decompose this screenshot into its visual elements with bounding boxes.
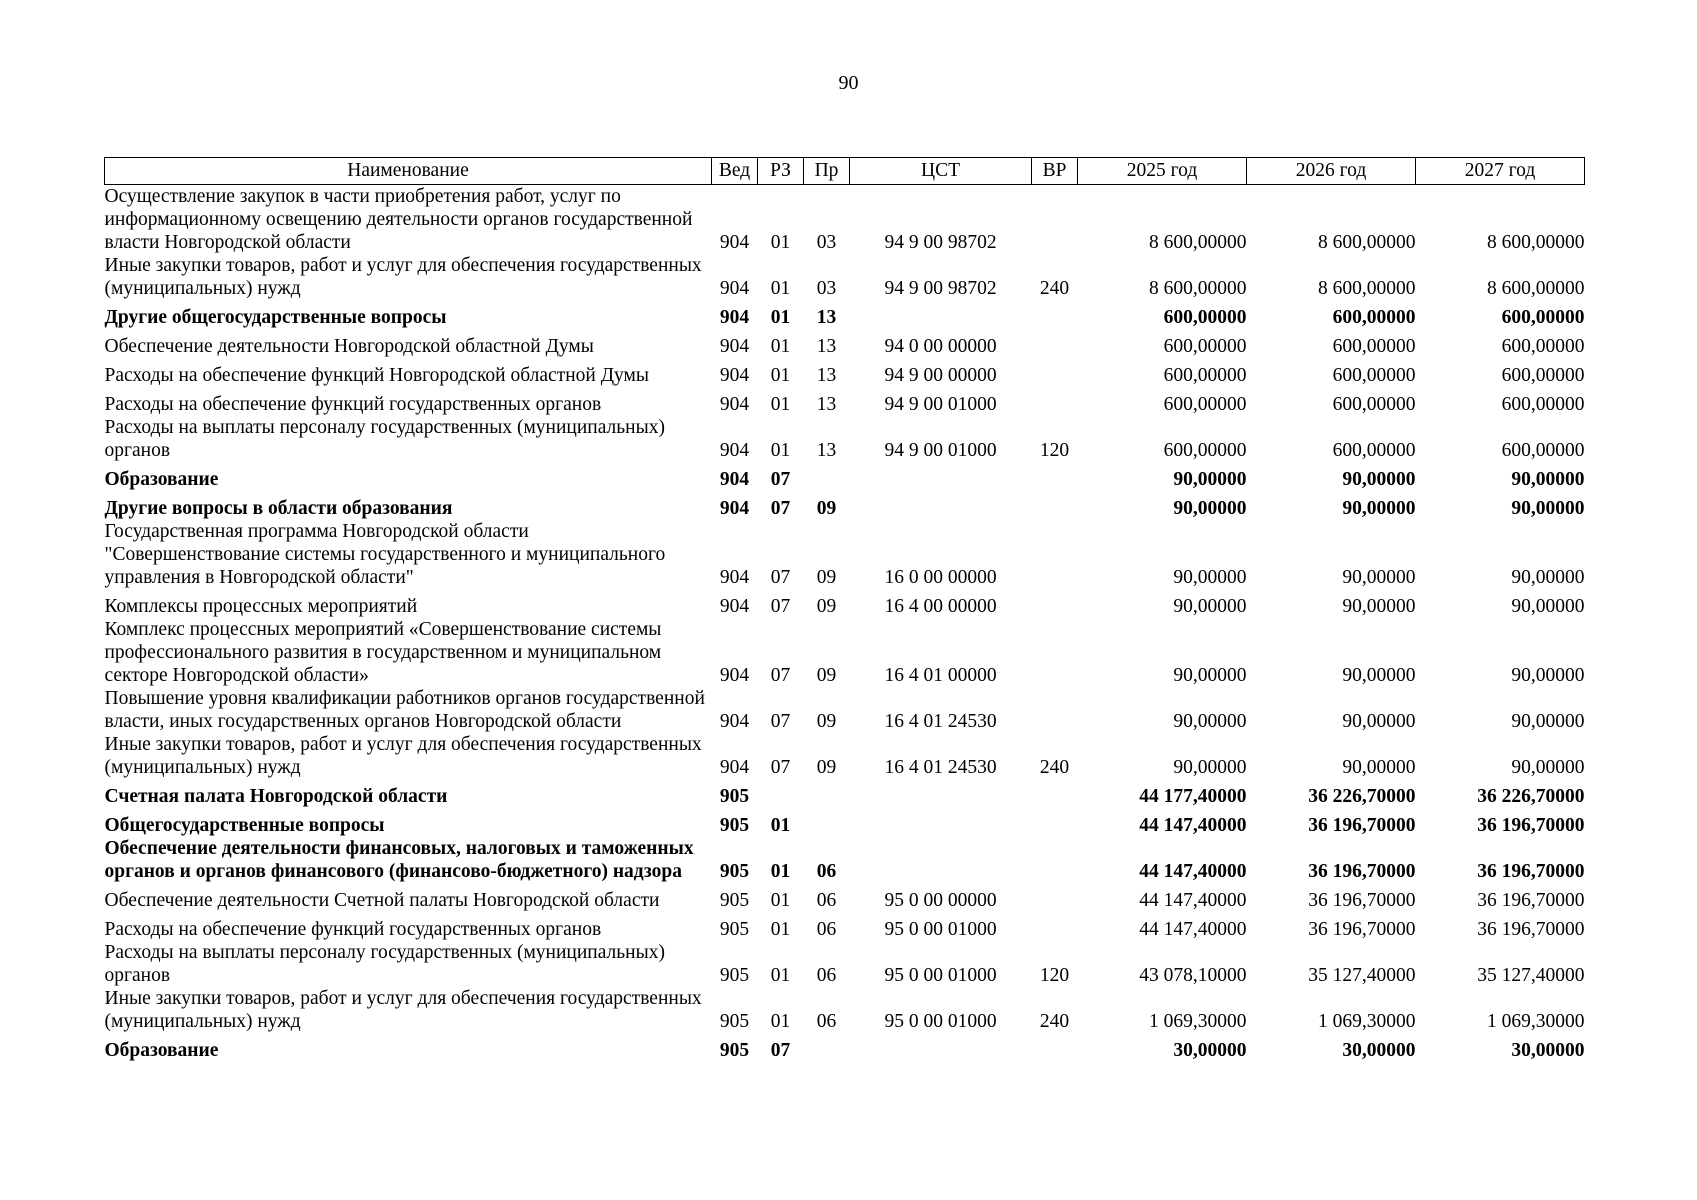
row-amount-2027: 600,00000 <box>1501 307 1585 328</box>
header-2026: 2026 год <box>1247 158 1416 185</box>
row-cst: 16 4 00 00000 <box>884 596 997 617</box>
row-rz: 01 <box>770 1011 791 1032</box>
row-amount-2027: 36 196,70000 <box>1477 919 1585 940</box>
row-amount-2025: 30,00000 <box>1173 1040 1247 1061</box>
row-rz: 07 <box>770 711 791 732</box>
row-ved: 905 <box>719 965 750 986</box>
row-amount-2027: 36 196,70000 <box>1477 890 1585 911</box>
row-amount-2025: 44 147,40000 <box>1139 890 1247 911</box>
row-name: Комплекс процессных мероприятий «Совершенствование системы профессионального развития в государственном и муниципальном секторе Новгородской области» <box>104 619 662 686</box>
row-name: Осуществление закупок в части приобретения работ, услуг по информационному освещению деятельности органов государственной власти Новгородской области <box>104 186 693 253</box>
row-ved: 904 <box>719 440 750 461</box>
row-name: Образование <box>104 1040 219 1061</box>
row-vr <box>1032 589 1078 618</box>
row-amount-2025: 44 147,40000 <box>1139 861 1247 882</box>
table-row <box>105 733 1585 779</box>
row-cst: 95 0 00 01000 <box>884 965 997 986</box>
row-amount-2025: 44 147,40000 <box>1139 815 1247 836</box>
row-amount-2026: 90,00000 <box>1342 469 1416 490</box>
row-rz: 01 <box>770 890 791 911</box>
row-rz <box>758 779 804 808</box>
row-name: Иные закупки товаров, работ и услуг для обеспечения государственных (муниципальных) нужд <box>104 255 702 299</box>
row-amount-2026: 36 226,70000 <box>1308 786 1416 807</box>
row-name: Расходы на выплаты персоналу государственных (муниципальных) органов <box>104 942 665 986</box>
row-name: Иные закупки товаров, работ и услуг для обеспечения государственных (муниципальных) нужд <box>104 734 702 778</box>
row-name: Иные закупки товаров, работ и услуг для обеспечения государственных (муниципальных) нужд <box>104 988 702 1032</box>
row-rz: 07 <box>770 469 791 490</box>
table-row <box>105 520 1585 589</box>
row-rz: 07 <box>770 498 791 519</box>
row-pr: 13 <box>816 336 837 357</box>
row-cst <box>850 462 1032 491</box>
table-row <box>105 329 1585 358</box>
row-vr <box>1032 1033 1078 1062</box>
header-name: Наименование <box>105 158 712 185</box>
row-amount-2025: 600,00000 <box>1163 307 1247 328</box>
budget-table <box>104 157 1585 1062</box>
row-pr: 13 <box>816 440 837 461</box>
row-ved: 904 <box>719 307 750 328</box>
row-pr <box>804 779 850 808</box>
row-vr: 120 <box>1039 440 1070 461</box>
row-amount-2025: 600,00000 <box>1163 365 1247 386</box>
row-name: Счетная палата Новгородской области <box>104 786 448 807</box>
row-amount-2026: 90,00000 <box>1342 711 1416 732</box>
header-cst: ЦСТ <box>850 158 1032 185</box>
row-amount-2027: 90,00000 <box>1511 711 1585 732</box>
row-amount-2027: 36 196,70000 <box>1477 815 1585 836</box>
row-ved: 905 <box>719 1040 750 1061</box>
row-amount-2026: 90,00000 <box>1342 665 1416 686</box>
row-cst <box>850 837 1032 883</box>
row-vr <box>1032 618 1078 687</box>
row-amount-2026: 600,00000 <box>1332 365 1416 386</box>
row-pr: 06 <box>816 919 837 940</box>
row-amount-2026: 35 127,40000 <box>1308 965 1416 986</box>
row-pr: 09 <box>816 567 837 588</box>
table-row <box>105 941 1585 987</box>
row-ved: 904 <box>719 757 750 778</box>
row-amount-2025: 90,00000 <box>1173 711 1247 732</box>
row-amount-2027: 90,00000 <box>1511 469 1585 490</box>
row-cst: 94 0 00 00000 <box>884 336 997 357</box>
row-amount-2027: 36 226,70000 <box>1477 786 1585 807</box>
row-amount-2026: 90,00000 <box>1342 757 1416 778</box>
row-cst: 95 0 00 00000 <box>884 890 997 911</box>
row-ved: 904 <box>719 469 750 490</box>
row-rz: 07 <box>770 665 791 686</box>
table-header-row <box>105 158 1585 185</box>
table-body <box>105 185 1585 1063</box>
row-pr: 09 <box>816 757 837 778</box>
header-vr: ВР <box>1032 158 1078 185</box>
row-pr: 06 <box>816 861 837 882</box>
row-amount-2026: 8 600,00000 <box>1318 232 1416 253</box>
row-vr <box>1032 358 1078 387</box>
row-cst <box>850 779 1032 808</box>
row-name: Комплексы процессных мероприятий <box>104 596 418 617</box>
row-pr: 09 <box>816 498 837 519</box>
row-amount-2026: 8 600,00000 <box>1318 278 1416 299</box>
row-amount-2026: 90,00000 <box>1342 596 1416 617</box>
row-cst: 16 0 00 00000 <box>884 567 997 588</box>
header-rz: РЗ <box>758 158 804 185</box>
row-vr <box>1032 808 1078 837</box>
table-row <box>105 808 1585 837</box>
row-amount-2025: 43 078,10000 <box>1139 965 1247 986</box>
row-pr <box>804 462 850 491</box>
row-cst <box>850 300 1032 329</box>
row-cst <box>850 491 1032 520</box>
table-row <box>105 1033 1585 1062</box>
row-vr <box>1032 491 1078 520</box>
row-amount-2027: 1 069,30000 <box>1487 1011 1585 1032</box>
row-vr <box>1032 462 1078 491</box>
row-ved: 904 <box>719 365 750 386</box>
row-amount-2025: 90,00000 <box>1173 469 1247 490</box>
row-pr: 06 <box>816 1011 837 1032</box>
row-amount-2026: 36 196,70000 <box>1308 890 1416 911</box>
row-ved: 904 <box>719 596 750 617</box>
row-pr <box>804 1033 850 1062</box>
row-amount-2025: 90,00000 <box>1173 757 1247 778</box>
row-amount-2027: 8 600,00000 <box>1487 278 1585 299</box>
row-amount-2026: 1 069,30000 <box>1318 1011 1416 1032</box>
row-vr <box>1032 883 1078 912</box>
row-ved: 905 <box>719 861 750 882</box>
row-name: Образование <box>104 469 219 490</box>
row-pr: 09 <box>816 596 837 617</box>
row-name: Обеспечение деятельности Новгородской областной Думы <box>104 336 594 357</box>
row-amount-2027: 90,00000 <box>1511 498 1585 519</box>
row-ved: 905 <box>719 919 750 940</box>
table-row <box>105 491 1585 520</box>
table-row <box>105 837 1585 883</box>
row-amount-2027: 600,00000 <box>1501 394 1585 415</box>
row-amount-2025: 1 069,30000 <box>1149 1011 1247 1032</box>
row-vr <box>1032 912 1078 941</box>
row-amount-2027: 90,00000 <box>1511 567 1585 588</box>
row-amount-2026: 36 196,70000 <box>1308 919 1416 940</box>
row-name: Общегосударственные вопросы <box>104 815 385 836</box>
row-name: Повышение уровня квалификации работников органов государственной власти, иных государственных органов Новгородской области <box>104 688 705 732</box>
row-rz: 07 <box>770 1040 791 1061</box>
row-name: Расходы на обеспечение функций государственных органов <box>104 394 602 415</box>
row-name: Обеспечение деятельности Счетной палаты Новгородской области <box>104 890 660 911</box>
row-ved: 904 <box>719 498 750 519</box>
row-amount-2027: 90,00000 <box>1511 757 1585 778</box>
row-rz: 01 <box>770 394 791 415</box>
row-pr: 06 <box>816 965 837 986</box>
row-cst: 16 4 01 24530 <box>884 757 997 778</box>
row-rz: 01 <box>770 307 791 328</box>
table-row <box>105 912 1585 941</box>
row-amount-2026: 30,00000 <box>1342 1040 1416 1061</box>
header-ved: Вед <box>712 158 758 185</box>
row-ved: 904 <box>719 665 750 686</box>
row-name: Государственная программа Новгородской области "Совершенствование системы государственного и муниципального управления в Новгородской области" <box>104 521 666 588</box>
row-ved: 905 <box>719 786 750 807</box>
row-vr: 240 <box>1039 278 1070 299</box>
page-number: 90 <box>838 72 859 94</box>
row-rz: 01 <box>770 278 791 299</box>
row-vr <box>1032 387 1078 416</box>
header-pr: Пр <box>804 158 850 185</box>
row-rz: 07 <box>770 567 791 588</box>
header-2025: 2025 год <box>1078 158 1247 185</box>
row-rz: 01 <box>770 919 791 940</box>
row-amount-2026: 600,00000 <box>1332 440 1416 461</box>
row-amount-2025: 90,00000 <box>1173 665 1247 686</box>
row-vr <box>1032 520 1078 589</box>
row-amount-2027: 90,00000 <box>1511 596 1585 617</box>
row-amount-2026: 36 196,70000 <box>1308 861 1416 882</box>
row-amount-2027: 600,00000 <box>1501 440 1585 461</box>
row-amount-2027: 90,00000 <box>1511 665 1585 686</box>
row-ved: 904 <box>719 336 750 357</box>
header-2027: 2027 год <box>1416 158 1585 185</box>
row-pr: 09 <box>816 665 837 686</box>
table-row <box>105 687 1585 733</box>
table-row <box>105 185 1585 255</box>
row-amount-2026: 90,00000 <box>1342 498 1416 519</box>
row-vr <box>1032 329 1078 358</box>
row-pr: 06 <box>816 890 837 911</box>
row-amount-2025: 8 600,00000 <box>1149 232 1247 253</box>
row-name: Другие вопросы в области образования <box>104 498 453 519</box>
row-amount-2025: 600,00000 <box>1163 394 1247 415</box>
row-pr: 13 <box>816 307 837 328</box>
row-amount-2026: 90,00000 <box>1342 567 1416 588</box>
row-cst: 94 9 00 01000 <box>884 440 997 461</box>
row-amount-2025: 600,00000 <box>1163 440 1247 461</box>
table-row <box>105 416 1585 462</box>
row-rz: 01 <box>770 440 791 461</box>
row-amount-2025: 8 600,00000 <box>1149 278 1247 299</box>
row-cst: 95 0 00 01000 <box>884 1011 997 1032</box>
table-row <box>105 300 1585 329</box>
table-row <box>105 254 1585 300</box>
row-rz: 01 <box>770 861 791 882</box>
row-name: Другие общегосударственные вопросы <box>104 307 447 328</box>
row-ved: 905 <box>719 1011 750 1032</box>
row-pr: 03 <box>816 278 837 299</box>
table-row <box>105 779 1585 808</box>
row-vr <box>1032 185 1078 255</box>
row-rz: 07 <box>770 596 791 617</box>
row-cst: 94 9 00 98702 <box>884 278 997 299</box>
row-name: Обеспечение деятельности финансовых, налоговых и таможенных органов и органов финансового (финансово-бюджетного) надзора <box>104 838 694 882</box>
row-vr: 240 <box>1039 757 1070 778</box>
row-amount-2025: 90,00000 <box>1173 498 1247 519</box>
row-cst: 94 9 00 98702 <box>884 232 997 253</box>
row-vr <box>1032 779 1078 808</box>
row-amount-2027: 35 127,40000 <box>1477 965 1585 986</box>
row-name: Расходы на обеспечение функций государственных органов <box>104 919 602 940</box>
row-rz: 01 <box>770 815 791 836</box>
row-rz: 07 <box>770 757 791 778</box>
row-cst <box>850 1033 1032 1062</box>
row-vr <box>1032 300 1078 329</box>
row-amount-2025: 90,00000 <box>1173 596 1247 617</box>
row-amount-2026: 600,00000 <box>1332 336 1416 357</box>
row-amount-2027: 600,00000 <box>1501 365 1585 386</box>
table-row <box>105 358 1585 387</box>
row-ved: 904 <box>719 567 750 588</box>
row-amount-2027: 8 600,00000 <box>1487 232 1585 253</box>
row-rz: 01 <box>770 365 791 386</box>
row-amount-2026: 600,00000 <box>1332 394 1416 415</box>
row-ved: 904 <box>719 278 750 299</box>
row-ved: 904 <box>719 711 750 732</box>
row-pr: 03 <box>816 232 837 253</box>
row-vr <box>1032 837 1078 883</box>
row-rz: 01 <box>770 232 791 253</box>
row-name: Расходы на выплаты персоналу государственных (муниципальных) органов <box>104 417 665 461</box>
row-pr: 09 <box>816 711 837 732</box>
row-pr: 13 <box>816 394 837 415</box>
table-row <box>105 883 1585 912</box>
row-amount-2025: 44 177,40000 <box>1139 786 1247 807</box>
row-amount-2025: 44 147,40000 <box>1139 919 1247 940</box>
row-cst: 95 0 00 01000 <box>884 919 997 940</box>
row-amount-2027: 30,00000 <box>1511 1040 1585 1061</box>
row-amount-2026: 36 196,70000 <box>1308 815 1416 836</box>
table-row <box>105 618 1585 687</box>
row-name: Расходы на обеспечение функций Новгородской областной Думы <box>104 365 649 386</box>
row-vr: 120 <box>1039 965 1070 986</box>
row-vr <box>1032 687 1078 733</box>
row-cst: 16 4 01 00000 <box>884 665 997 686</box>
row-rz: 01 <box>770 336 791 357</box>
row-amount-2026: 600,00000 <box>1332 307 1416 328</box>
table-row <box>105 462 1585 491</box>
row-ved: 904 <box>719 232 750 253</box>
row-amount-2025: 600,00000 <box>1163 336 1247 357</box>
row-rz: 01 <box>770 965 791 986</box>
row-cst: 94 9 00 01000 <box>884 394 997 415</box>
row-cst <box>850 808 1032 837</box>
table-row <box>105 387 1585 416</box>
row-amount-2027: 36 196,70000 <box>1477 861 1585 882</box>
row-vr: 240 <box>1039 1011 1070 1032</box>
row-pr: 13 <box>816 365 837 386</box>
row-pr <box>804 808 850 837</box>
row-cst: 16 4 01 24530 <box>884 711 997 732</box>
row-ved: 904 <box>719 394 750 415</box>
row-amount-2025: 90,00000 <box>1173 567 1247 588</box>
row-ved: 905 <box>719 815 750 836</box>
row-cst: 94 9 00 00000 <box>884 365 997 386</box>
row-amount-2027: 600,00000 <box>1501 336 1585 357</box>
row-ved: 905 <box>719 890 750 911</box>
table-row <box>105 987 1585 1033</box>
table-row <box>105 589 1585 618</box>
